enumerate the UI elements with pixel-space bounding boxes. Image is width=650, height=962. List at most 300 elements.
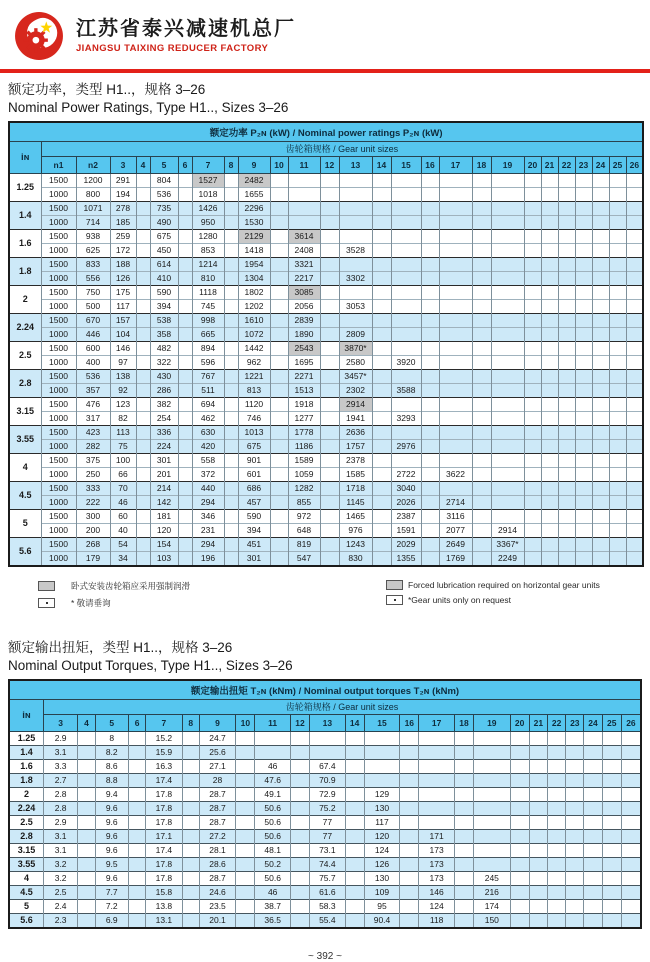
power-cell: 3116 bbox=[439, 509, 472, 523]
torque-cell bbox=[400, 731, 419, 745]
power-cell bbox=[439, 257, 472, 271]
torque-cell bbox=[290, 759, 309, 773]
in-header: iɴ bbox=[9, 699, 43, 731]
power-cell: 194 bbox=[110, 187, 136, 201]
power-cell bbox=[391, 201, 421, 215]
power-cell: 2378 bbox=[339, 453, 372, 467]
power-cell bbox=[592, 467, 609, 481]
power-cell bbox=[136, 313, 150, 327]
torque-cell bbox=[621, 857, 641, 871]
torque-cell: 58.3 bbox=[310, 899, 345, 913]
torque-cell bbox=[584, 815, 602, 829]
n2-header: n2 bbox=[76, 156, 110, 173]
power-cell: 358 bbox=[150, 327, 178, 341]
torque-cell bbox=[78, 787, 95, 801]
power-cell bbox=[524, 299, 541, 313]
torque-cell: 3.1 bbox=[43, 843, 77, 857]
torque-cell bbox=[400, 885, 419, 899]
power-cell bbox=[472, 453, 491, 467]
torque-cell bbox=[419, 731, 454, 745]
torque-cell bbox=[510, 829, 529, 843]
power-cell bbox=[136, 411, 150, 425]
power-cell bbox=[339, 173, 372, 187]
power-cell bbox=[491, 313, 524, 327]
power-cell bbox=[626, 369, 643, 383]
power-cell bbox=[270, 425, 288, 439]
power-cell bbox=[421, 481, 439, 495]
power-cell bbox=[558, 313, 575, 327]
torque-cell: 216 bbox=[474, 885, 510, 899]
power-cell bbox=[136, 243, 150, 257]
power-cell: 372 bbox=[192, 467, 224, 481]
power-cell bbox=[575, 495, 592, 509]
gear-unit-sizes-header: 齿轮箱规格 / Gear unit sizes bbox=[41, 141, 643, 156]
torque-table-title: 额定输出扭矩 T₂ɴ (kNm) / Nominal output torques T₂ɴ (kNm) bbox=[9, 680, 641, 700]
power-cell bbox=[609, 201, 626, 215]
section2-title-zh: 额定输出扭矩，类型 H1..，规格 3–26 bbox=[8, 639, 233, 655]
power-cell bbox=[609, 313, 626, 327]
torque-cell bbox=[529, 843, 547, 857]
power-cell bbox=[472, 509, 491, 523]
power-cell bbox=[626, 271, 643, 285]
n1-value: 1000 bbox=[41, 299, 76, 313]
power-cell bbox=[541, 243, 558, 257]
n2-value: 670 bbox=[76, 313, 110, 327]
torque-cell bbox=[474, 815, 510, 829]
power-cell: 1718 bbox=[339, 481, 372, 495]
ratio-value: 2 bbox=[9, 787, 43, 801]
power-cell bbox=[270, 327, 288, 341]
power-cell: 1243 bbox=[339, 537, 372, 551]
torque-cell bbox=[78, 745, 95, 759]
power-cell bbox=[592, 257, 609, 271]
torque-cell: 9.6 bbox=[95, 801, 128, 815]
power-cell bbox=[320, 355, 339, 369]
n1-value: 1000 bbox=[41, 383, 76, 397]
torque-cell: 8.8 bbox=[95, 773, 128, 787]
power-cell bbox=[439, 243, 472, 257]
torque-cell bbox=[290, 773, 309, 787]
power-cell bbox=[524, 411, 541, 425]
power-cell: 3367* bbox=[491, 537, 524, 551]
power-cell bbox=[136, 257, 150, 271]
torque-cell: 24.7 bbox=[199, 731, 235, 745]
power-cell bbox=[178, 229, 192, 243]
size-header: 7 bbox=[192, 156, 224, 173]
power-cell bbox=[491, 467, 524, 481]
n2-value: 800 bbox=[76, 187, 110, 201]
power-cell bbox=[575, 285, 592, 299]
power-cell bbox=[178, 537, 192, 551]
power-cell bbox=[270, 341, 288, 355]
torque-cell bbox=[182, 745, 199, 759]
torque-cell: 146 bbox=[419, 885, 454, 899]
power-cell: 1426 bbox=[192, 201, 224, 215]
torque-cell bbox=[602, 731, 621, 745]
torque-cell: 28.7 bbox=[199, 787, 235, 801]
n2-value: 536 bbox=[76, 369, 110, 383]
size-header: 25 bbox=[602, 714, 621, 731]
power-cell bbox=[524, 397, 541, 411]
torque-cell bbox=[345, 843, 364, 857]
torque-cell: 77 bbox=[310, 829, 345, 843]
torque-cell: 2.7 bbox=[43, 773, 77, 787]
torque-cell bbox=[78, 759, 95, 773]
power-cell bbox=[372, 369, 391, 383]
torque-cell: 75.2 bbox=[310, 801, 345, 815]
ratio-value: 1.8 bbox=[9, 257, 41, 285]
torque-cell bbox=[602, 787, 621, 801]
power-cell bbox=[372, 523, 391, 537]
power-cell bbox=[224, 551, 238, 566]
power-cell bbox=[224, 495, 238, 509]
torque-cell bbox=[621, 759, 641, 773]
power-cell: 694 bbox=[192, 397, 224, 411]
power-cell bbox=[320, 397, 339, 411]
power-cell bbox=[558, 453, 575, 467]
section2-title bbox=[8, 640, 642, 675]
torque-cell bbox=[78, 815, 95, 829]
n1-value: 1500 bbox=[41, 229, 76, 243]
torque-cell bbox=[510, 885, 529, 899]
torque-cell bbox=[584, 731, 602, 745]
power-cell bbox=[524, 285, 541, 299]
ratio-value: 1.6 bbox=[9, 229, 41, 257]
power-cell bbox=[592, 425, 609, 439]
n2-value: 1200 bbox=[76, 173, 110, 187]
torque-cell bbox=[128, 731, 145, 745]
power-cell: 172 bbox=[110, 243, 136, 257]
torque-cell: 3.1 bbox=[43, 829, 77, 843]
torque-cell bbox=[621, 731, 641, 745]
torque-cell bbox=[566, 745, 584, 759]
power-cell bbox=[320, 215, 339, 229]
torque-cell bbox=[547, 829, 565, 843]
power-cell bbox=[491, 397, 524, 411]
n2-value: 200 bbox=[76, 523, 110, 537]
legend-forced-en bbox=[386, 580, 600, 590]
power-cell bbox=[575, 327, 592, 341]
size-header: 16 bbox=[400, 714, 419, 731]
torque-cell bbox=[584, 885, 602, 899]
torque-cell bbox=[236, 857, 255, 871]
torque-cell bbox=[310, 731, 345, 745]
power-cell bbox=[136, 327, 150, 341]
torque-cell bbox=[78, 913, 95, 928]
power-cell bbox=[609, 299, 626, 313]
page-header bbox=[0, 0, 650, 69]
power-cell: 291 bbox=[110, 173, 136, 187]
power-cell: 462 bbox=[192, 411, 224, 425]
torque-cell bbox=[529, 871, 547, 885]
power-cell: 410 bbox=[150, 271, 178, 285]
size-header: 15 bbox=[391, 156, 421, 173]
power-cell bbox=[136, 369, 150, 383]
power-cell bbox=[472, 439, 491, 453]
power-cell bbox=[372, 467, 391, 481]
section2-title-en: Nominal Output Torques, Type H1.., Sizes 3–26 bbox=[8, 657, 293, 673]
power-cell: 972 bbox=[288, 509, 320, 523]
power-cell bbox=[421, 537, 439, 551]
power-cell bbox=[270, 313, 288, 327]
torque-cell: 7.2 bbox=[95, 899, 128, 913]
power-cell: 286 bbox=[150, 383, 178, 397]
power-cell bbox=[472, 285, 491, 299]
torque-cell bbox=[547, 885, 565, 899]
n1-value: 1500 bbox=[41, 537, 76, 551]
power-cell bbox=[421, 299, 439, 313]
power-cell bbox=[372, 243, 391, 257]
power-cell bbox=[270, 523, 288, 537]
ratio-value: 5 bbox=[9, 509, 41, 537]
power-cell bbox=[439, 299, 472, 313]
power-cell bbox=[339, 313, 372, 327]
power-cell bbox=[136, 537, 150, 551]
power-cell bbox=[558, 215, 575, 229]
power-cell bbox=[609, 341, 626, 355]
torque-cell: 2.3 bbox=[43, 913, 77, 928]
power-cell bbox=[178, 243, 192, 257]
ratio-value: 2.24 bbox=[9, 801, 43, 815]
torque-cell bbox=[454, 913, 473, 928]
torque-cell: 9.6 bbox=[95, 843, 128, 857]
power-cell bbox=[136, 285, 150, 299]
torque-cell: 28.7 bbox=[199, 871, 235, 885]
torque-cell: 130 bbox=[364, 801, 399, 815]
torque-cell: 28.7 bbox=[199, 815, 235, 829]
power-cell bbox=[372, 341, 391, 355]
on-request-swatch-icon bbox=[38, 598, 55, 608]
torque-cell: 50.6 bbox=[255, 801, 290, 815]
n1-value: 1000 bbox=[41, 551, 76, 566]
power-cell bbox=[524, 383, 541, 397]
power-cell bbox=[178, 327, 192, 341]
n1-value: 1500 bbox=[41, 509, 76, 523]
torque-cell bbox=[128, 759, 145, 773]
power-cell: 482 bbox=[150, 341, 178, 355]
power-cell: 2976 bbox=[391, 439, 421, 453]
power-cell bbox=[491, 481, 524, 495]
power-cell bbox=[626, 327, 643, 341]
power-cell bbox=[541, 537, 558, 551]
torque-cell: 117 bbox=[364, 815, 399, 829]
power-cell bbox=[320, 327, 339, 341]
power-cell bbox=[136, 495, 150, 509]
power-cell bbox=[439, 201, 472, 215]
power-cell bbox=[178, 187, 192, 201]
power-cell bbox=[372, 201, 391, 215]
size-header: 12 bbox=[320, 156, 339, 173]
power-cell bbox=[524, 481, 541, 495]
power-cell: 1280 bbox=[192, 229, 224, 243]
power-cell: 1355 bbox=[391, 551, 421, 566]
torque-cell bbox=[345, 745, 364, 759]
power-cell bbox=[270, 551, 288, 566]
power-cell bbox=[439, 215, 472, 229]
power-cell: 54 bbox=[110, 537, 136, 551]
torque-cell: 2.9 bbox=[43, 815, 77, 829]
power-cell bbox=[421, 285, 439, 299]
size-header: 17 bbox=[439, 156, 472, 173]
power-cell: 538 bbox=[150, 313, 178, 327]
power-cell bbox=[439, 369, 472, 383]
power-cell bbox=[178, 509, 192, 523]
power-cell bbox=[626, 341, 643, 355]
power-cell bbox=[524, 467, 541, 481]
power-cell bbox=[541, 215, 558, 229]
power-cell bbox=[609, 215, 626, 229]
power-cell bbox=[524, 453, 541, 467]
power-cell bbox=[575, 383, 592, 397]
power-cell bbox=[472, 383, 491, 397]
power-cell bbox=[224, 285, 238, 299]
power-cell bbox=[558, 467, 575, 481]
power-cell bbox=[372, 425, 391, 439]
torque-cell bbox=[310, 745, 345, 759]
power-cell bbox=[270, 201, 288, 215]
power-cell bbox=[178, 201, 192, 215]
power-cell bbox=[541, 439, 558, 453]
torque-cell bbox=[236, 829, 255, 843]
power-cell: 2056 bbox=[288, 299, 320, 313]
power-cell bbox=[421, 523, 439, 537]
power-cell bbox=[270, 299, 288, 313]
torque-cell bbox=[584, 857, 602, 871]
legend-request-zh-label: * 敬请垂询 bbox=[71, 597, 111, 608]
power-cell: 2649 bbox=[439, 537, 472, 551]
power-cell bbox=[558, 341, 575, 355]
power-cell: 60 bbox=[110, 509, 136, 523]
power-cell bbox=[524, 243, 541, 257]
power-cell bbox=[270, 355, 288, 369]
torque-cell: 6.9 bbox=[95, 913, 128, 928]
torque-cell bbox=[566, 885, 584, 899]
torque-cell: 8.2 bbox=[95, 745, 128, 759]
torque-cell bbox=[290, 787, 309, 801]
torque-cell bbox=[547, 815, 565, 829]
torque-cell bbox=[128, 745, 145, 759]
torque-cell: 150 bbox=[474, 913, 510, 928]
power-cell: 214 bbox=[150, 481, 178, 495]
power-cell bbox=[541, 453, 558, 467]
power-cell bbox=[270, 439, 288, 453]
power-cell: 1221 bbox=[238, 369, 270, 383]
torque-cell: 28 bbox=[199, 773, 235, 787]
power-cell bbox=[472, 523, 491, 537]
power-cell: 394 bbox=[238, 523, 270, 537]
power-cell bbox=[609, 187, 626, 201]
power-cell bbox=[224, 453, 238, 467]
power-cell: 1802 bbox=[238, 285, 270, 299]
power-cell bbox=[472, 271, 491, 285]
n1-value: 1500 bbox=[41, 285, 76, 299]
power-cell bbox=[558, 523, 575, 537]
torque-cell bbox=[474, 773, 510, 787]
torque-cell bbox=[566, 787, 584, 801]
power-cell bbox=[439, 341, 472, 355]
power-cell bbox=[626, 397, 643, 411]
torque-cell bbox=[566, 871, 584, 885]
power-cell bbox=[575, 313, 592, 327]
power-cell: 547 bbox=[288, 551, 320, 566]
power-cell: 117 bbox=[110, 299, 136, 313]
power-cell: 2543 bbox=[288, 341, 320, 355]
torque-cell bbox=[182, 829, 199, 843]
torque-cell: 3.2 bbox=[43, 857, 77, 871]
power-cell bbox=[524, 327, 541, 341]
power-cell bbox=[541, 509, 558, 523]
size-header: 25 bbox=[609, 156, 626, 173]
power-cell: 113 bbox=[110, 425, 136, 439]
power-cell bbox=[224, 369, 238, 383]
power-cell bbox=[136, 425, 150, 439]
power-cell bbox=[609, 383, 626, 397]
power-cell bbox=[270, 271, 288, 285]
torque-cell: 77 bbox=[310, 815, 345, 829]
torque-cell bbox=[290, 913, 309, 928]
torque-cell bbox=[584, 843, 602, 857]
torque-cell bbox=[345, 801, 364, 815]
ratio-value: 2.8 bbox=[9, 369, 41, 397]
power-cell bbox=[592, 243, 609, 257]
power-cell bbox=[626, 453, 643, 467]
power-cell bbox=[339, 285, 372, 299]
power-cell bbox=[178, 257, 192, 271]
torque-cell: 28.7 bbox=[199, 801, 235, 815]
power-cell: 126 bbox=[110, 271, 136, 285]
torque-cell: 28.6 bbox=[199, 857, 235, 871]
power-cell bbox=[439, 397, 472, 411]
size-header: 13 bbox=[310, 714, 345, 731]
power-cell: 3302 bbox=[339, 271, 372, 285]
power-cell bbox=[541, 187, 558, 201]
size-header: 5 bbox=[95, 714, 128, 731]
power-cell bbox=[609, 467, 626, 481]
power-cell bbox=[626, 509, 643, 523]
power-cell bbox=[439, 271, 472, 285]
n2-value: 750 bbox=[76, 285, 110, 299]
torque-cell bbox=[345, 731, 364, 745]
power-cell: 1530 bbox=[238, 215, 270, 229]
torque-cell bbox=[621, 787, 641, 801]
power-cell bbox=[491, 411, 524, 425]
torque-cell: 15.2 bbox=[146, 731, 182, 745]
power-cell bbox=[575, 425, 592, 439]
power-cell bbox=[491, 383, 524, 397]
power-cell bbox=[558, 481, 575, 495]
torque-cell bbox=[547, 871, 565, 885]
power-cell: 451 bbox=[238, 537, 270, 551]
torque-cell bbox=[236, 885, 255, 899]
power-cell bbox=[372, 271, 391, 285]
torque-cell bbox=[400, 815, 419, 829]
torque-cell bbox=[419, 787, 454, 801]
power-cell bbox=[541, 355, 558, 369]
power-cell bbox=[626, 173, 643, 187]
ratio-value: 3.15 bbox=[9, 397, 41, 425]
torque-cell bbox=[345, 871, 364, 885]
power-cell bbox=[524, 229, 541, 243]
power-cell bbox=[626, 229, 643, 243]
power-cell: 976 bbox=[339, 523, 372, 537]
power-cell bbox=[491, 425, 524, 439]
power-cell bbox=[421, 509, 439, 523]
power-cell bbox=[224, 397, 238, 411]
power-cell bbox=[592, 369, 609, 383]
power-cell bbox=[558, 243, 575, 257]
power-cell: 3040 bbox=[391, 481, 421, 495]
power-cell bbox=[626, 187, 643, 201]
